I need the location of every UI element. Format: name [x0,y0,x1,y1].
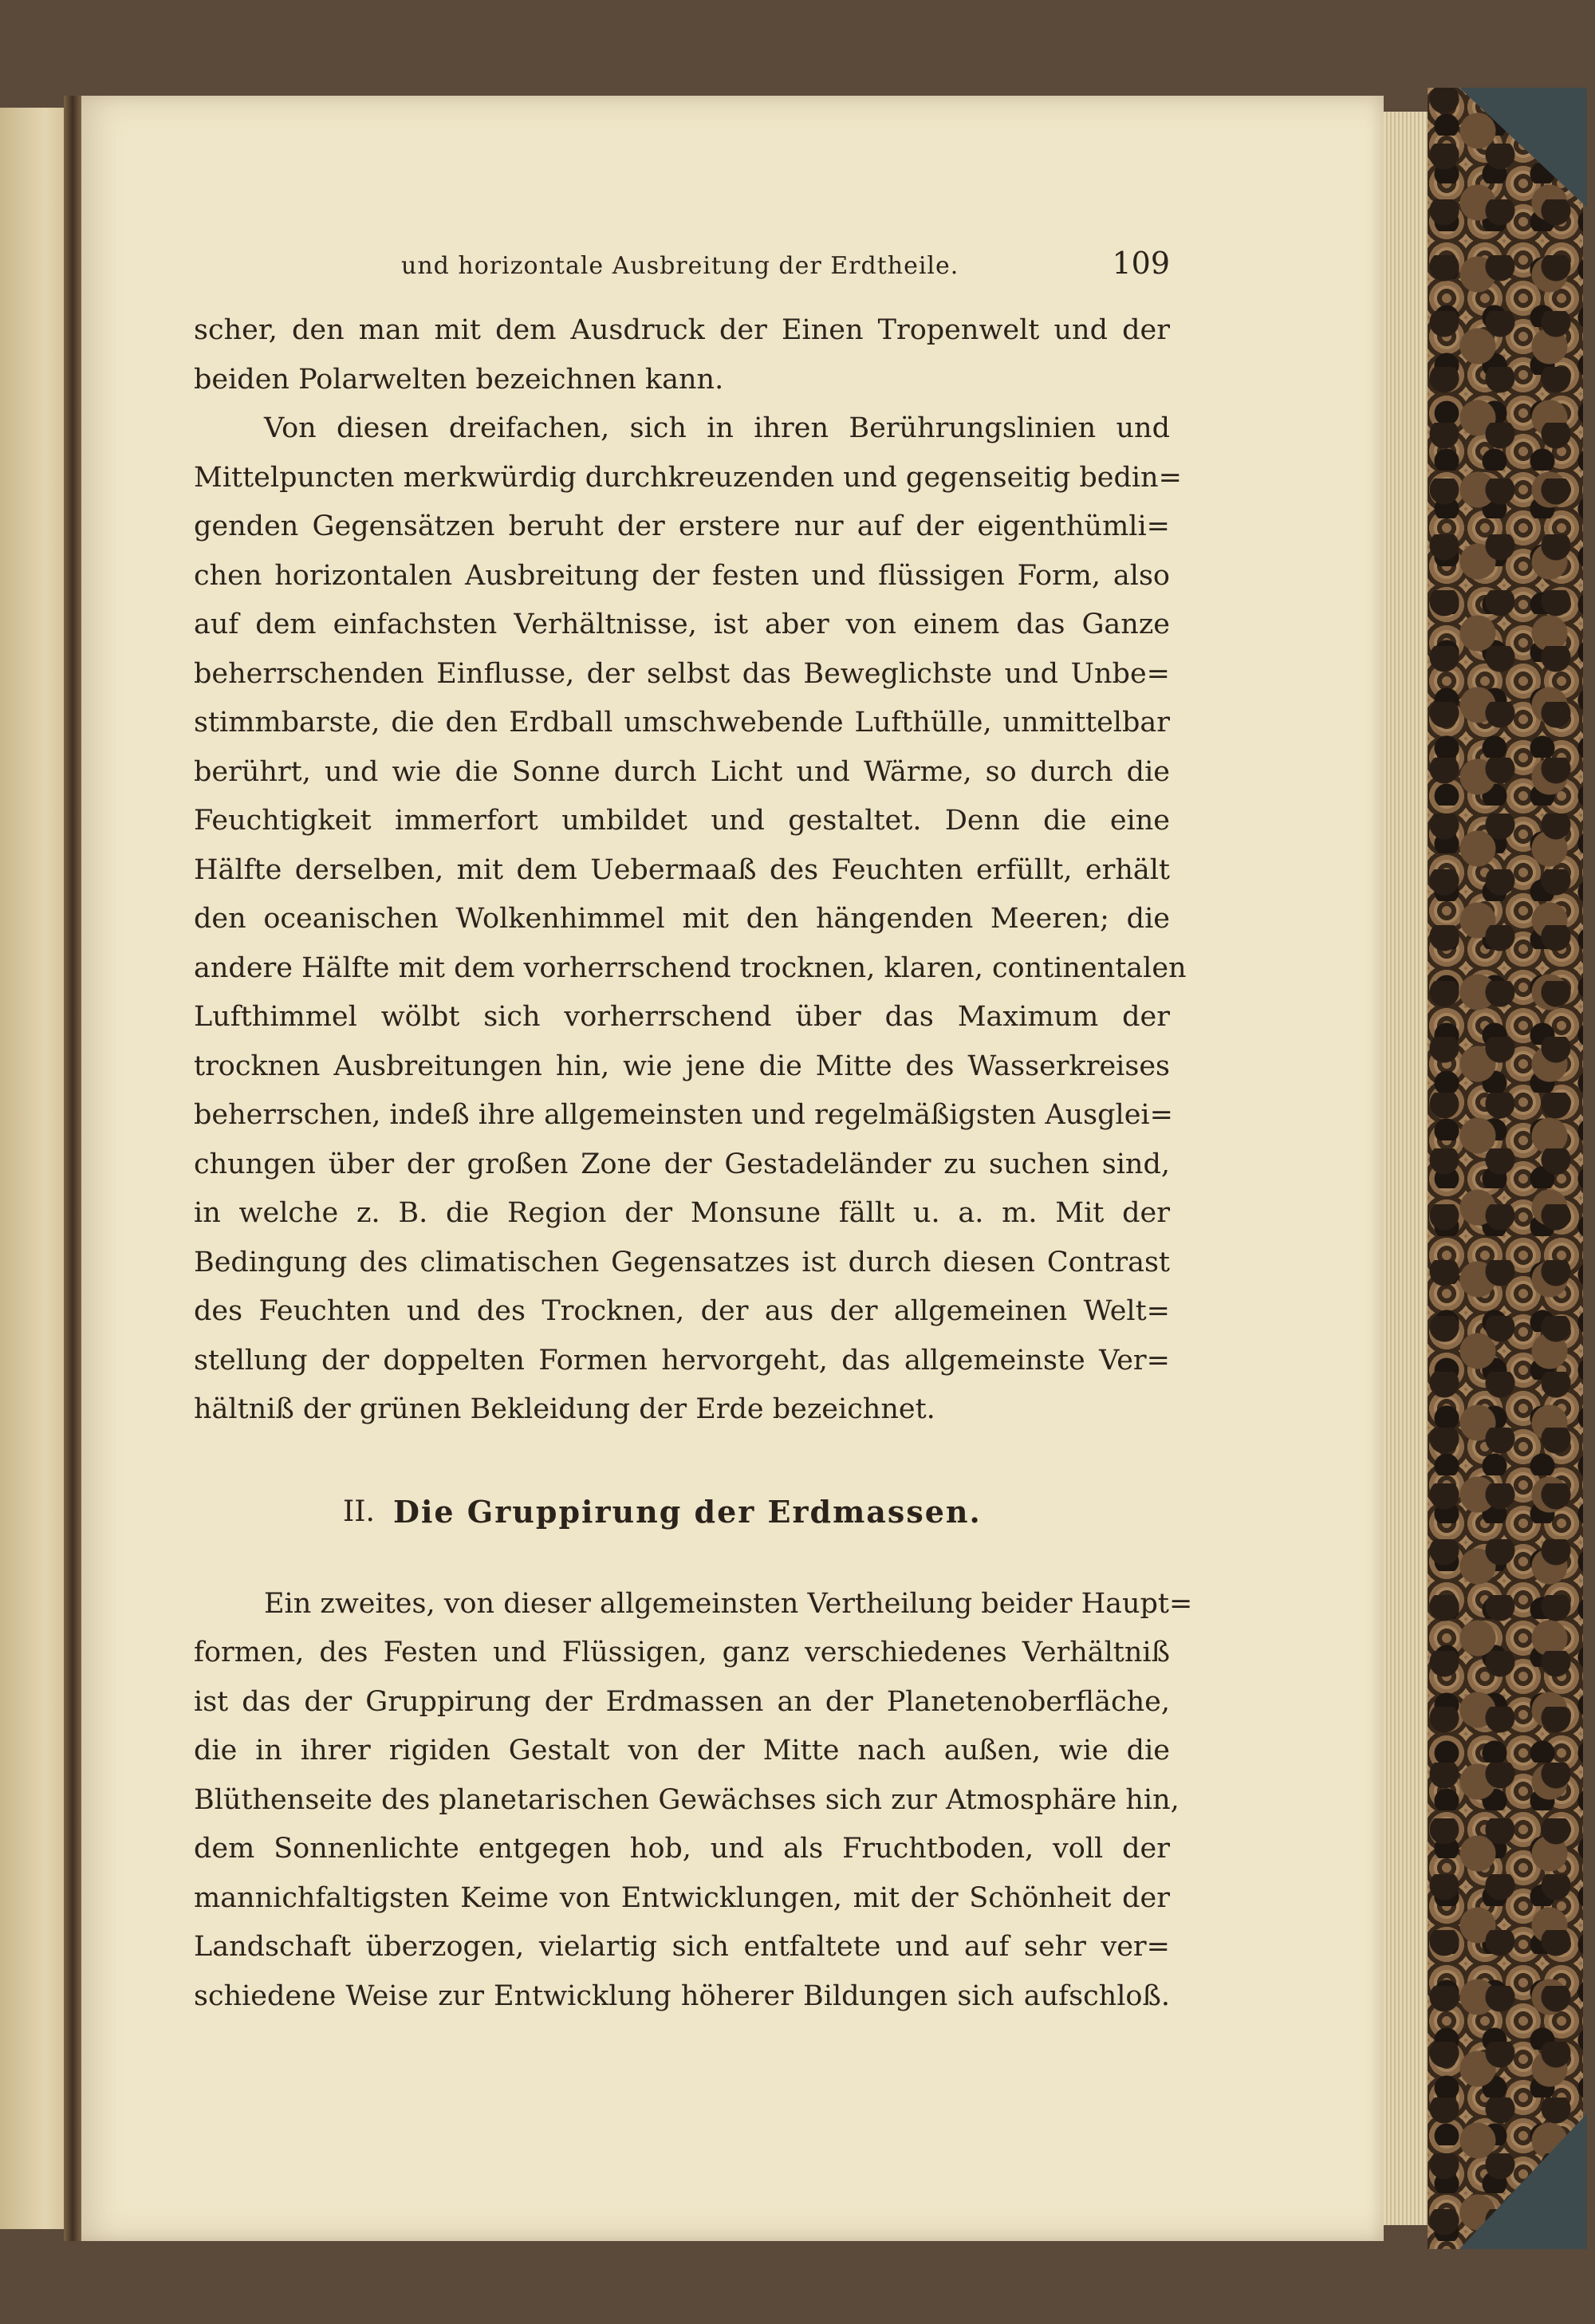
text-line: chungen über der großen Zone der Gestadeländer zu suchen sind, [194,1148,1170,1180]
text-line: Von diesen dreifachen, sich in ihren Berührungslinien und [264,412,1170,444]
text-line: Hälfte derselben, mit dem Uebermaaß des Feuchten erfüllt, erhält [194,853,1170,886]
text-block [194,239,1193,2021]
text-line: Mittelpuncten merkwürdig durchkreuzenden und gegenseitig bedin= [194,461,1182,494]
text-line: beherrschenden Einflusse, der selbst das Beweglichste und Unbe= [194,657,1170,690]
text-line: auf dem einfachsten Verhältnisse, ist aber von einem das Ganze [194,609,1170,640]
text-line: chen horizontalen Ausbreitung der festen und flüssigen Form, also [194,559,1170,592]
text-line: stimmbarste, die den Erdball umschwebende Lufthülle, unmittelbar [194,707,1170,739]
text-line: trocknen Ausbreitungen hin, wie jene die Mitte des Wasserkreises [194,1050,1170,1082]
text-line: formen, des Festen und Flüssigen, ganz verschiedenes Verhältniß [194,1637,1170,1668]
text-line: hältniß der grünen Bekleidung der Erde bezeichnet. [194,1393,935,1425]
section-number: II. [343,1495,375,1528]
book-gutter [64,96,81,2241]
text-line: des Feuchten und des Trocknen, der aus der allgemeinen Welt= [194,1295,1170,1327]
text-line: andere Hälfte mit dem vorherrschend trocknen, klaren, continentalen [194,951,1187,984]
text-line: berührt, und wie die Sonne durch Licht und Wärme, so durch die [194,755,1170,788]
text-line: scher, den man mit dem Ausdruck der Einen Tropenwelt und der [194,314,1170,346]
text-line: mannichfaltigsten Keime von Entwicklungen, mit der Schönheit der [194,1881,1170,1914]
text-line: Blüthenseite des planetarischen Gewächses sich zur Atmosphäre hin, [194,1783,1180,1816]
text-line: genden Gegensätzen beruht der erstere nur auf der eigenthümli= [194,510,1170,542]
text-line: Landschaft überzogen, vielartig sich entfaltete und auf sehr ver= [194,1931,1170,1963]
text-line: dem Sonnenlichte entgegen hob, und als Fruchtboden, voll der [194,1833,1170,1865]
text-line: beiden Polarwelten bezeichnen kann. [194,363,724,396]
running-head-title: und horizontale Ausbreitung der Erdtheile. [401,252,959,280]
text-line: Ein zweites, von dieser allgemeinsten Vertheilung beider Haupt= [264,1587,1193,1620]
text-line: Feuchtigkeit immerfort umbildet und gestaltet. Denn die eine [194,805,1170,837]
text-line: beherrschen, indeß ihre allgemeinsten und regelmäßigsten Ausglei= [194,1099,1173,1131]
text-line: schiedene Weise zur Entwicklung höherer Bildungen sich aufschloß. [194,1979,1170,2012]
paragraph-3 [194,1580,1193,2022]
page-number: 109 [1112,246,1170,281]
section-heading [194,1495,1170,1545]
paragraph-1 [194,306,1170,404]
text-line: Bedingung des climatischen Gegensatzes ist durch diesen Contrast [194,1246,1170,1278]
paragraph-2 [194,404,1187,1435]
text-line: in welche z. B. die Region der Monsune fällt u. a. m. Mit der [194,1197,1170,1229]
section-title: Die Gruppirung der Erdmassen. [393,1493,982,1530]
text-line: Lufthimmel wölbt sich vorherrschend über das Maximum der [194,1001,1170,1033]
text-line: stellung der doppelten Formen hervorgeht, das allgemeinste Ver= [194,1344,1170,1377]
running-head [194,239,1170,303]
page-edges [1384,112,1428,2225]
text-line: den oceanischen Wolkenhimmel mit den hängenden Meeren; die [194,903,1170,935]
marbled-cover [1428,88,1583,2249]
text-line: ist das der Gruppirung der Erdmassen an der Planetenoberfläche, [194,1685,1170,1718]
text-line: die in ihrer rigiden Gestalt von der Mitte nach außen, wie die [194,1735,1170,1767]
